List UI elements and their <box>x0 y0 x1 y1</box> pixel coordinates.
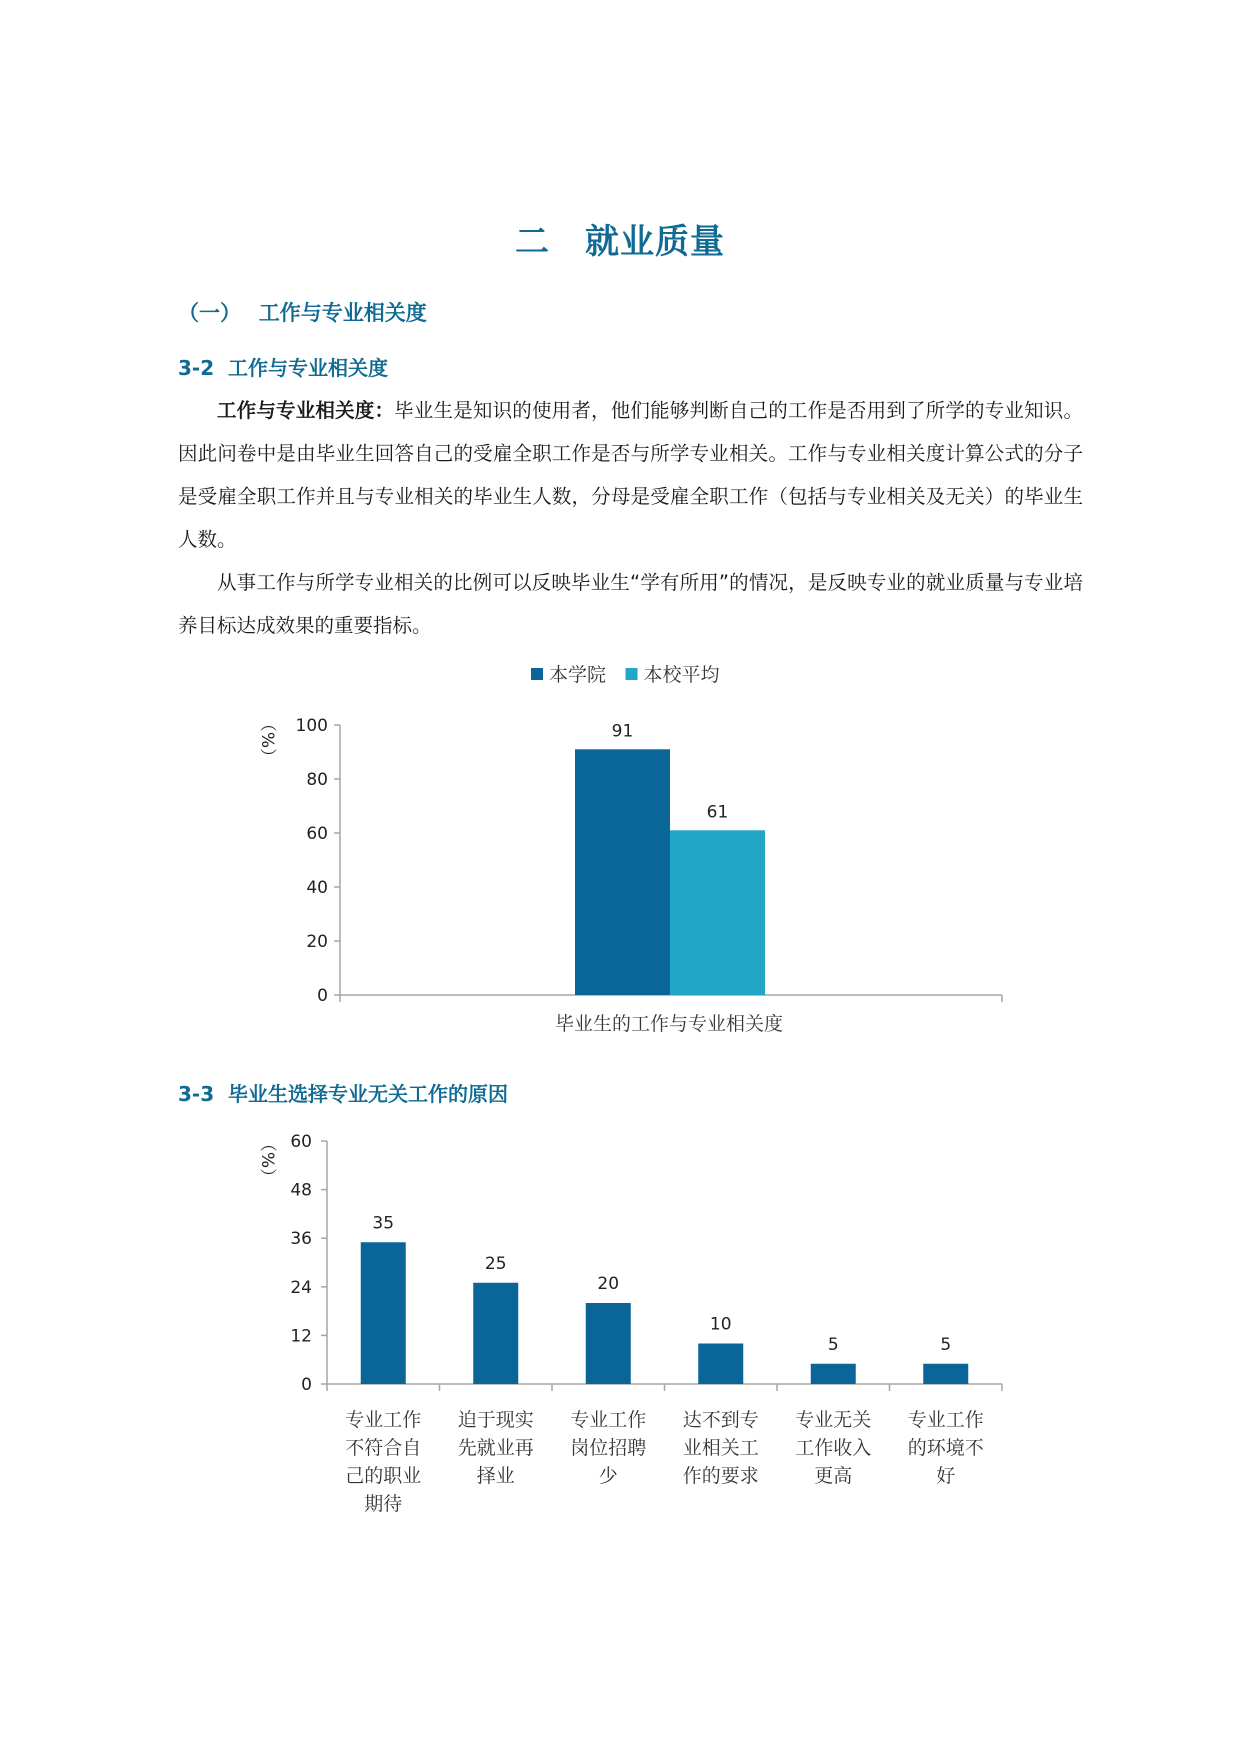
x-category-label-reason-3: 专业工作 <box>570 1409 647 1431</box>
data-label-reason-4: 10 <box>709 1314 732 1335</box>
legend-swatch-1 <box>531 668 543 680</box>
bar-reason-2 <box>473 1283 518 1384</box>
x-category-label-reason-5: 工作收入 <box>795 1437 872 1459</box>
y-tick-label: 40 <box>306 878 328 898</box>
x-category-label: 毕业生的工作与专业相关度 <box>554 1013 784 1035</box>
x-category-label-reason-5: 专业无关 <box>795 1409 872 1431</box>
bar-reason-6 <box>923 1364 968 1384</box>
bar-reason-5 <box>811 1364 856 1384</box>
x-category-label-reason-6: 专业工作 <box>907 1409 984 1431</box>
data-label-本校平均: 61 <box>706 802 729 823</box>
x-category-label-reason-6: 好 <box>936 1465 956 1487</box>
x-category-label-reason-3: 岗位招聘 <box>570 1437 647 1459</box>
x-category-label-reason-2: 先就业再 <box>457 1437 534 1459</box>
y-tick-label: 60 <box>306 824 328 844</box>
x-category-label-reason-3: 少 <box>598 1465 618 1487</box>
bar-reason-3 <box>586 1303 631 1384</box>
paragraph-body: 毕业生是知识的使用者，他们能够判断自己的工作是否用到了所学的专业知识。因此问卷中是由毕业生回答自己的受雇全职工作是否与所学专业相关。工作与专业相关度计算公式的分子是受雇全职工作并且与专业相关的毕业生人数，分母是受雇全职工作（包括与专业相关及无关）的毕业生人数。 <box>178 399 1083 551</box>
y-axis-label-2: （%） <box>257 1134 277 1186</box>
y-tick-label-2: 48 <box>290 1180 312 1201</box>
x-category-label-reason-2: 迫于现实 <box>457 1409 534 1431</box>
x-category-label-reason-1: 期待 <box>364 1493 403 1515</box>
legend-label-2: 本校平均 <box>643 664 720 686</box>
x-category-label-reason-1: 不符合自 <box>345 1437 422 1459</box>
y-tick-label-2: 0 <box>301 1375 312 1395</box>
y-tick-label-2: 36 <box>290 1229 312 1250</box>
paragraph-significance: 从事工作与所学专业相关的比例可以反映毕业生“学有所用”的情况，是反映专业的就业质量与专业培养目标达成效果的重要指标。 <box>178 571 1083 637</box>
page-title: 二 就业质量 <box>515 222 725 262</box>
data-label-reason-3: 20 <box>597 1274 620 1294</box>
data-label-本学院: 91 <box>611 721 634 742</box>
y-axis-label: （%） <box>257 714 277 766</box>
data-label-reason-2: 25 <box>484 1253 507 1274</box>
figure-heading-3-3: 3-3 毕业生选择专业无关工作的原因 <box>178 1082 509 1106</box>
y-tick-label: 80 <box>306 770 328 790</box>
y-tick-label-2: 24 <box>290 1277 312 1298</box>
data-label-reason-6: 5 <box>940 1334 952 1355</box>
figure-heading-3-2: 3-2 工作与专业相关度 <box>178 356 389 380</box>
data-label-reason-5: 5 <box>827 1334 839 1355</box>
y-tick-label-2: 60 <box>290 1132 312 1152</box>
legend-label-1: 本学院 <box>549 664 607 686</box>
y-tick-label-2: 12 <box>290 1326 312 1347</box>
x-category-label-reason-4: 作的要求 <box>682 1465 759 1487</box>
section-heading: （一） 工作与专业相关度 <box>178 301 427 325</box>
bar-reason-1 <box>361 1242 406 1384</box>
paragraph-lead-term: 工作与专业相关度： <box>217 399 395 422</box>
bar-本学院 <box>575 749 670 995</box>
bar-reason-4 <box>698 1344 743 1385</box>
legend-swatch-2 <box>626 668 638 680</box>
bar-本校平均 <box>670 830 765 995</box>
x-category-label-reason-5: 更高 <box>814 1465 853 1487</box>
x-category-label-reason-6: 的环境不 <box>907 1437 984 1459</box>
data-label-reason-1: 35 <box>372 1213 395 1234</box>
x-category-label-reason-1: 己的职业 <box>345 1465 422 1487</box>
y-tick-label: 100 <box>295 716 328 736</box>
x-category-label-reason-4: 业相关工 <box>682 1437 759 1459</box>
x-category-label-reason-1: 专业工作 <box>345 1409 422 1431</box>
x-category-label-reason-2: 择业 <box>476 1465 515 1487</box>
y-tick-label: 0 <box>317 986 328 1006</box>
x-category-label-reason-4: 达不到专 <box>682 1409 759 1431</box>
y-tick-label: 20 <box>306 932 328 952</box>
